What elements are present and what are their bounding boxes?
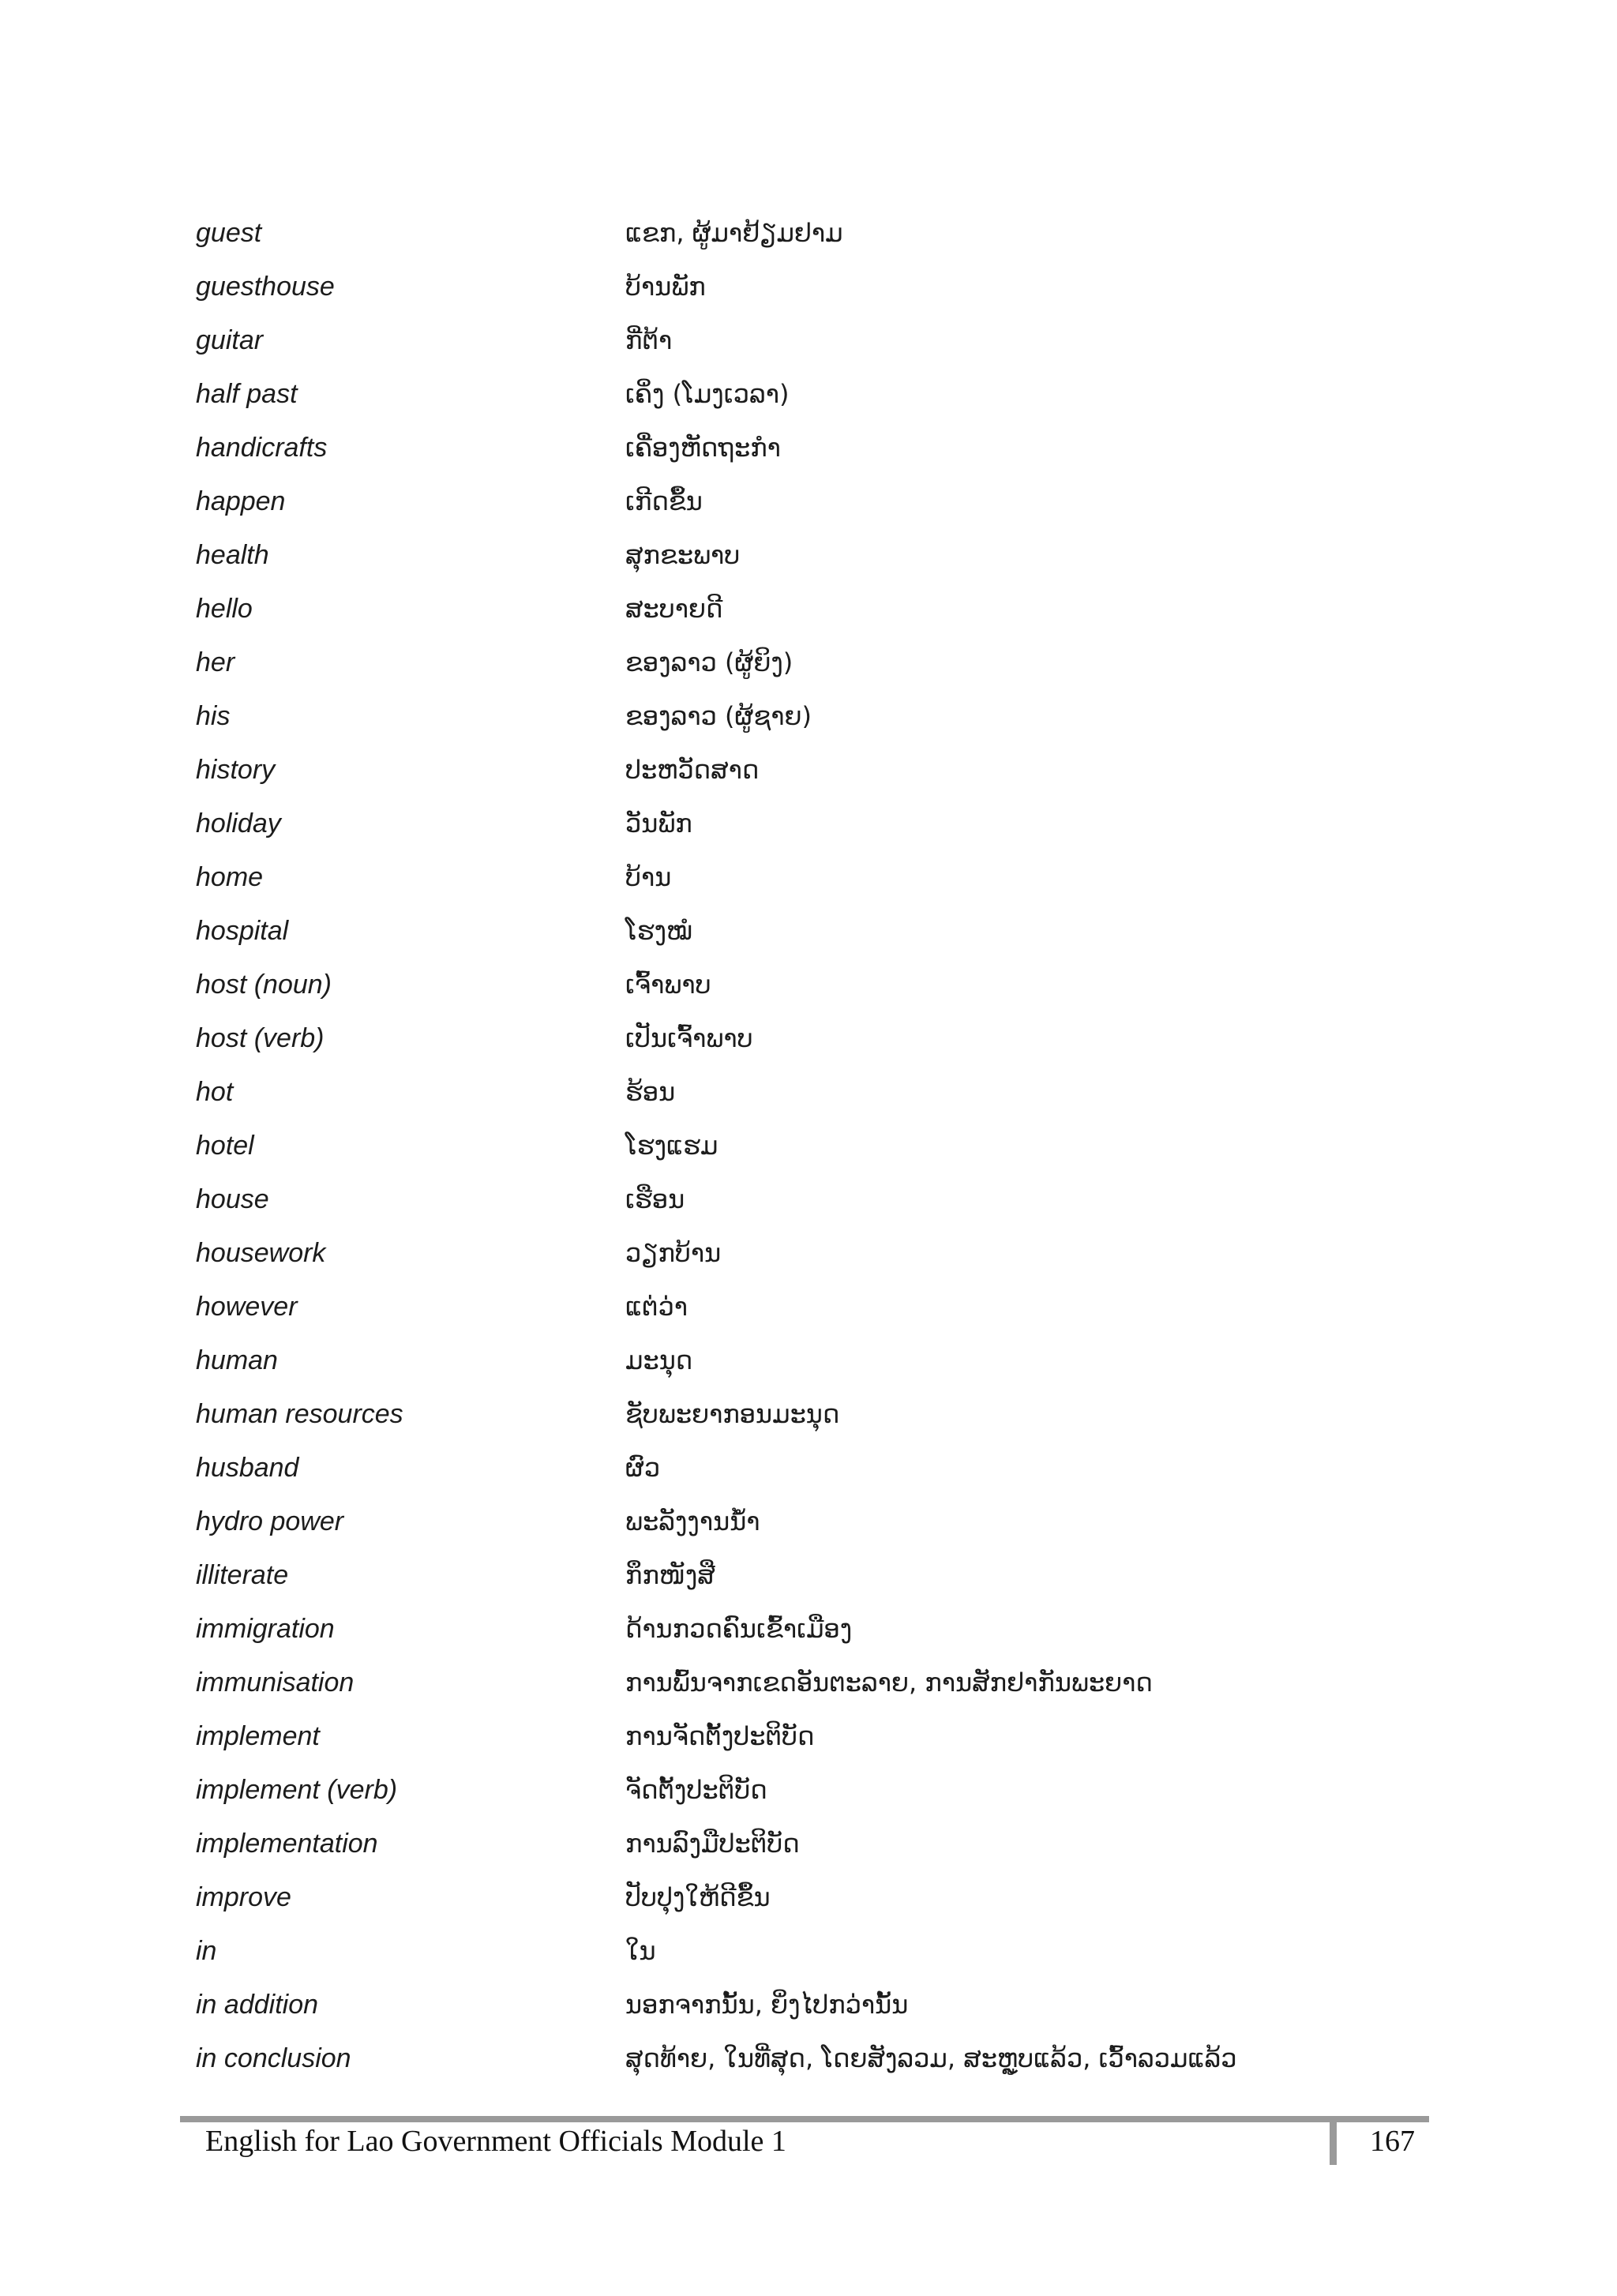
glossary-entry — [196, 1882, 1380, 1936]
glossary-term: in — [196, 1936, 217, 1966]
glossary-definition: ບ້ານ — [625, 862, 672, 892]
glossary-entry — [196, 1721, 1380, 1775]
glossary-entry — [196, 486, 1380, 540]
glossary-term: in addition — [196, 1990, 319, 2020]
glossary-definition: ກຶກໜັງສື — [625, 1560, 715, 1590]
glossary-term: hospital — [196, 916, 289, 946]
glossary-term: health — [196, 540, 269, 570]
glossary-entry — [196, 755, 1380, 808]
glossary-definition: ການຈັດຕັ້ງປະຕິບັດ — [625, 1721, 815, 1751]
glossary-entry — [196, 379, 1380, 433]
glossary-term: housework — [196, 1238, 326, 1268]
glossary-term: hotel — [196, 1131, 254, 1161]
glossary-definition: ຮ້ອນ — [625, 1077, 676, 1107]
glossary-term: illiterate — [196, 1560, 289, 1590]
glossary-term: human — [196, 1345, 278, 1375]
glossary-definition: ວຽກບ້ານ — [625, 1238, 722, 1268]
glossary-entry — [196, 862, 1380, 916]
glossary-definition: ວັນພັກ — [625, 808, 692, 838]
glossary-definition: ພະລັງງານນ້ຳ — [625, 1506, 760, 1536]
glossary-list — [196, 218, 1380, 2097]
glossary-term: handicrafts — [196, 433, 328, 463]
glossary-definition: ປັບປຸງໃຫ້ດີຂຶ້ນ — [625, 1882, 771, 1912]
glossary-definition: ໃນ — [625, 1936, 656, 1966]
glossary-definition: ເຄື່ອງຫັດຖະກຳ — [625, 433, 781, 463]
glossary-term: husband — [196, 1453, 299, 1483]
glossary-definition: ຂອງລາວ (ຜູ້ຍິງ) — [625, 647, 793, 677]
glossary-term: happen — [196, 486, 286, 516]
glossary-entry — [196, 433, 1380, 486]
glossary-entry — [196, 647, 1380, 701]
glossary-entry — [196, 1614, 1380, 1668]
glossary-definition: ການລົງມືປະຕິບັດ — [625, 1829, 800, 1859]
glossary-entry — [196, 916, 1380, 970]
glossary-definition: ຊັບພະຍາກອນມະນຸດ — [625, 1399, 840, 1429]
footer-title: English for Lao Government Officials Module 1 — [205, 2125, 786, 2158]
glossary-entry — [196, 1506, 1380, 1560]
glossary-term: human resources — [196, 1399, 403, 1429]
glossary-term: however — [196, 1292, 298, 1322]
glossary-entry — [196, 1829, 1380, 1882]
glossary-definition: ແຕ່ວ່າ — [625, 1292, 688, 1322]
glossary-definition: ເກີດຂຶ້ນ — [625, 486, 703, 516]
glossary-entry — [196, 1936, 1380, 1990]
glossary-entry — [196, 594, 1380, 647]
glossary-entry — [196, 1668, 1380, 1721]
glossary-entry — [196, 272, 1380, 325]
glossary-definition: ໂຮງແຮມ — [625, 1131, 718, 1161]
glossary-entry — [196, 701, 1380, 755]
glossary-entry — [196, 970, 1380, 1023]
glossary-entry — [196, 1775, 1380, 1829]
glossary-entry — [196, 1292, 1380, 1345]
glossary-term: guitar — [196, 325, 264, 355]
glossary-definition: ສຸກຂະພາບ — [625, 540, 741, 570]
glossary-definition: ມະນຸດ — [625, 1345, 693, 1375]
glossary-term: in conclusion — [196, 2043, 351, 2073]
glossary-definition: ແຂກ, ຜູ້ມາຢ້ຽມຢາມ — [625, 218, 843, 248]
glossary-definition: ຜົວ — [625, 1453, 661, 1483]
glossary-definition: ຈັດຕັ້ງປະຕິບັດ — [625, 1775, 767, 1805]
glossary-definition: ເຈົ້າພາບ — [625, 970, 711, 1000]
glossary-definition: ປະຫວັດສາດ — [625, 755, 760, 785]
glossary-term: hydro power — [196, 1506, 344, 1536]
glossary-definition: ຂອງລາວ (ຜູ້ຊາຍ) — [625, 701, 812, 731]
glossary-term: history — [196, 755, 276, 785]
glossary-definition: ໂຮງໝໍ — [625, 916, 692, 946]
glossary-entry — [196, 1131, 1380, 1184]
glossary-entry — [196, 1990, 1380, 2043]
glossary-definition: ບ້ານພັກ — [625, 272, 706, 302]
glossary-definition: ເປັນເຈົ້າພາບ — [625, 1023, 753, 1053]
glossary-term: her — [196, 647, 235, 677]
glossary-entry — [196, 2043, 1380, 2097]
glossary-term: his — [196, 701, 231, 731]
glossary-definition: ເຮືອນ — [625, 1184, 685, 1214]
glossary-entry — [196, 1345, 1380, 1399]
glossary-entry — [196, 1238, 1380, 1292]
glossary-term: host (verb) — [196, 1023, 325, 1053]
glossary-term: improve — [196, 1882, 291, 1912]
glossary-entry — [196, 325, 1380, 379]
glossary-term: guesthouse — [196, 272, 335, 302]
glossary-entry — [196, 1023, 1380, 1077]
glossary-entry — [196, 218, 1380, 272]
glossary-entry — [196, 1560, 1380, 1614]
glossary-definition: ສະບາຍດີ — [625, 594, 723, 624]
glossary-entry — [196, 1399, 1380, 1453]
glossary-term: host (noun) — [196, 970, 332, 1000]
glossary-term: hello — [196, 594, 253, 624]
footer-divider — [1330, 2116, 1337, 2165]
glossary-term: immigration — [196, 1614, 335, 1644]
footer-rule — [180, 2116, 1429, 2122]
glossary-term: hot — [196, 1077, 234, 1107]
glossary-term: half past — [196, 379, 298, 409]
glossary-entry — [196, 1077, 1380, 1131]
glossary-definition: ກີ່ຕ້າ — [625, 325, 673, 355]
glossary-entry — [196, 808, 1380, 862]
glossary-term: home — [196, 862, 264, 892]
glossary-entry — [196, 1453, 1380, 1506]
glossary-definition: ດ້ານກວດຄົນເຂົ້າເມືອງ — [625, 1614, 853, 1644]
glossary-term: holiday — [196, 808, 281, 838]
glossary-entry — [196, 1184, 1380, 1238]
glossary-term: immunisation — [196, 1668, 355, 1698]
glossary-term: implementation — [196, 1829, 378, 1859]
glossary-definition: ເຄິ່ງ (ໂມງເວລາ) — [625, 379, 790, 409]
glossary-entry — [196, 540, 1380, 594]
glossary-definition: ການພົ້ນຈາກເຂດອັນຕະລາຍ, ການສັກຢາກັນພະຍາດ — [625, 1668, 1153, 1698]
glossary-term: implement (verb) — [196, 1775, 398, 1805]
glossary-definition: ນອກຈາກນັ້ນ, ຍິ່ງໄປກວ່ານັ້ນ — [625, 1990, 909, 2020]
glossary-term: house — [196, 1184, 269, 1214]
glossary-definition: ສຸດທ້າຍ, ໃນທີ່ສຸດ, ໂດຍສັງລວມ, ສະຫຼູບແລ້ວ, ເວົ້າລວມແລ້ວ — [625, 2043, 1237, 2073]
glossary-term: guest — [196, 218, 262, 248]
glossary-term: implement — [196, 1721, 320, 1751]
page-number: 167 — [1370, 2125, 1415, 2158]
